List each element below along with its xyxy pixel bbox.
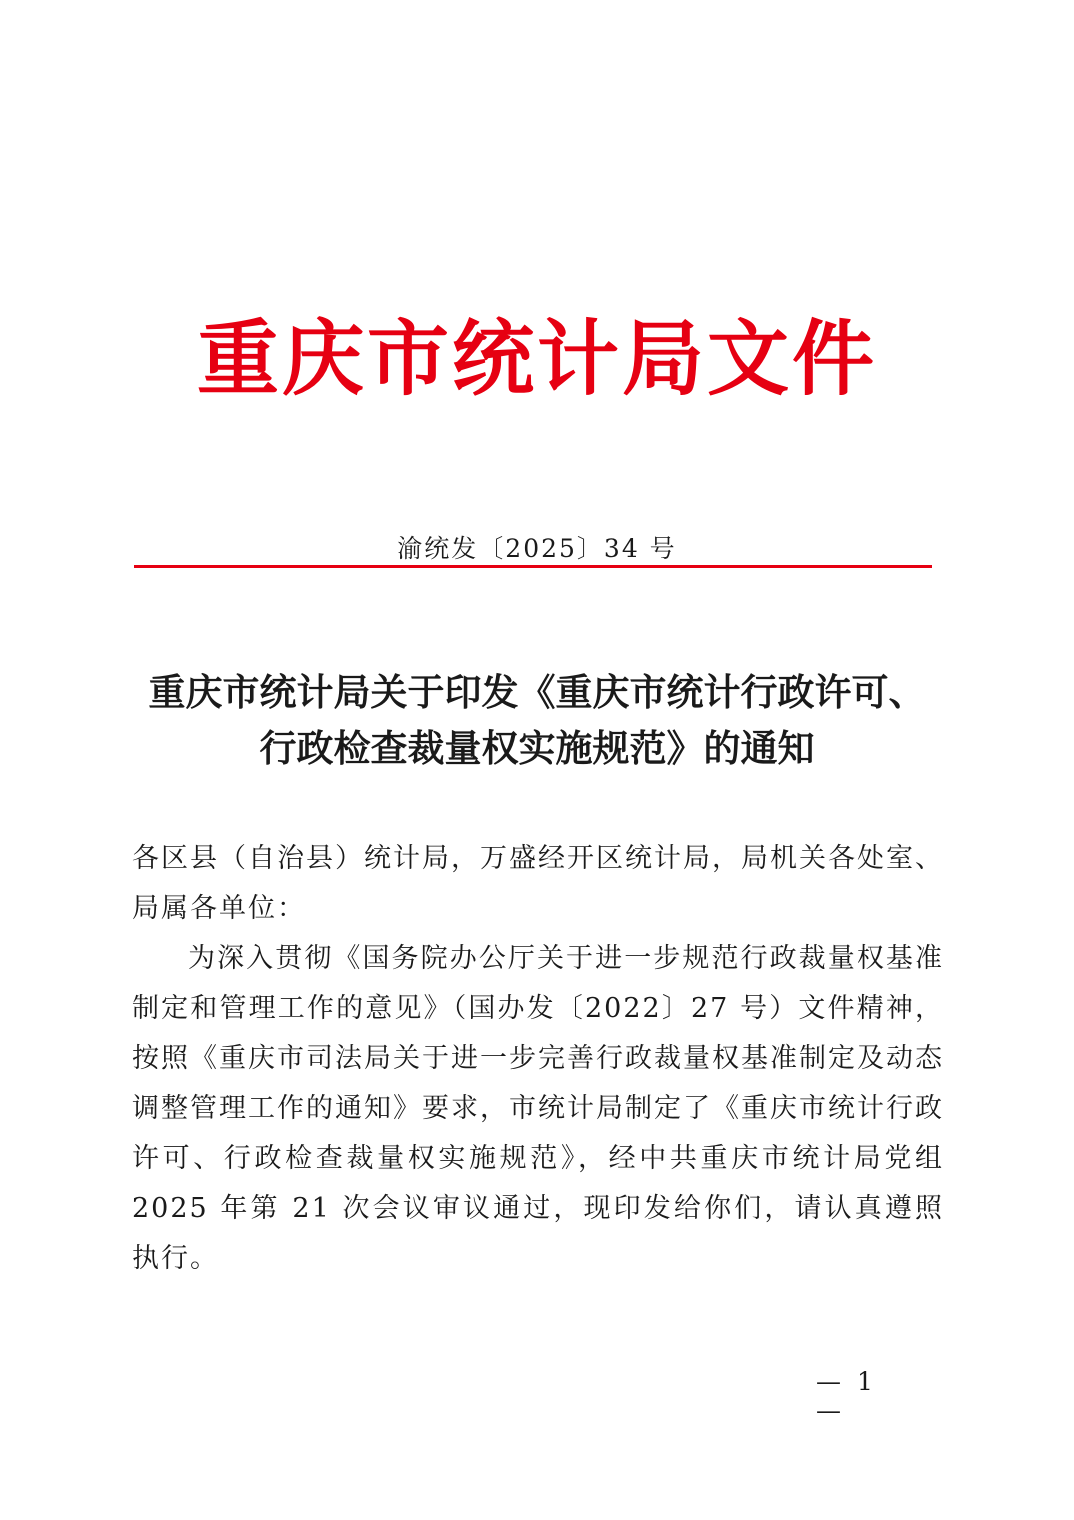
page-number: — 1 —: [816, 1367, 877, 1425]
notice-body: [132, 834, 944, 1284]
notice-title: [0, 664, 1074, 776]
masthead-title: 重庆市统计局文件: [196, 311, 877, 407]
red-separator-line: [134, 565, 932, 568]
document-number: 渝统发〔2025〕34 号: [397, 534, 677, 563]
title-line: 行政检查裁量权实施规范》的通知: [259, 726, 815, 770]
title-line: 重庆市统计局关于印发《重庆市统计行政许可、: [148, 670, 926, 714]
salutation-line: 局属各单位：: [132, 893, 306, 924]
body-paragraph: 为深入贯彻《国务院办公厅关于进一步规范行政裁量权基准制定和管理工作的意见》（国办发〔2022〕27 号）文件精神，按照《重庆市司法局关于进一步完善行政裁量权基准制定及动态调整管理工作的通知》要求，市统计局制定了《重庆市统计行政许可、行政检查裁量权实施规范》，经中共重庆市统计局党组 2025 年第 21 次会议审议通过，现印发给你们，请认真遵照执行。: [132, 943, 944, 1274]
salutation-line: 各区县（自治县）统计局，万盛经开区统计局，局机关各处室、: [132, 843, 944, 874]
